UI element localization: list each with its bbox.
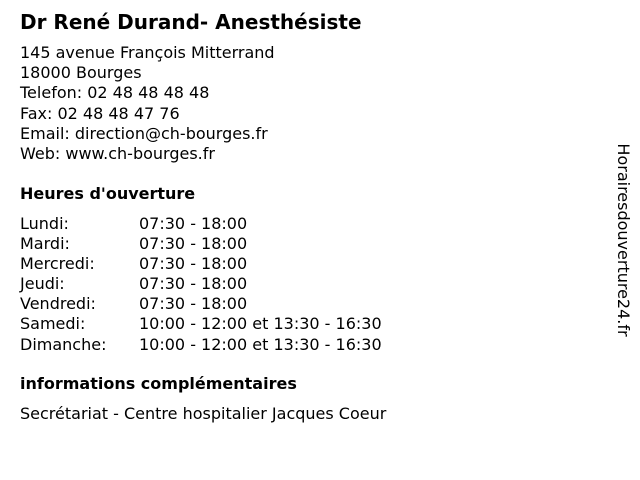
time-value: 10:00 - 12:00 et 13:30 - 16:30 [139, 314, 382, 334]
web-line: Web: www.ch-bourges.fr [20, 144, 215, 164]
opening-hours-heading: Heures d'ouverture [20, 184, 196, 203]
time-value: 07:30 - 18:00 [139, 294, 248, 314]
day-label: Mardi: [20, 234, 70, 254]
contact-block [20, 43, 275, 164]
page-title: Dr René Durand- Anesthésiste [20, 10, 362, 34]
day-label: Mercredi: [20, 254, 95, 274]
site-watermark: Horairesdouverture24.fr [614, 143, 633, 337]
hours-row-friday [20, 294, 382, 314]
time-value: 07:30 - 18:00 [139, 274, 248, 294]
address-city: 18000 Bourges [20, 63, 142, 83]
fax-line: Fax: 02 48 48 47 76 [20, 103, 180, 123]
additional-info-text: Secrétariat - Centre hospitalier Jacques Coeur [20, 404, 387, 423]
email-line: Email: direction@ch-bourges.fr [20, 123, 268, 143]
hours-row-sunday [20, 335, 382, 355]
day-label: Jeudi: [20, 274, 65, 294]
hours-row-monday [20, 214, 382, 234]
day-label: Lundi: [20, 214, 69, 233]
phone-line: Telefon: 02 48 48 48 48 [20, 83, 210, 103]
opening-hours-table [20, 214, 382, 355]
day-label: Samedi: [20, 314, 86, 334]
hours-row-thursday [20, 274, 382, 294]
time-value: 07:30 - 18:00 [139, 234, 248, 254]
address-street: 145 avenue François Mitterrand [20, 43, 275, 62]
additional-info-heading: informations complémentaires [20, 374, 297, 393]
day-label: Dimanche: [20, 334, 107, 354]
time-value: 10:00 - 12:00 et 13:30 - 16:30 [139, 334, 382, 354]
hours-row-wednesday [20, 254, 382, 274]
day-label: Vendredi: [20, 294, 96, 314]
hours-row-saturday [20, 314, 382, 334]
time-value: 07:30 - 18:00 [139, 214, 248, 233]
hours-row-tuesday [20, 234, 382, 254]
time-value: 07:30 - 18:00 [139, 254, 248, 274]
